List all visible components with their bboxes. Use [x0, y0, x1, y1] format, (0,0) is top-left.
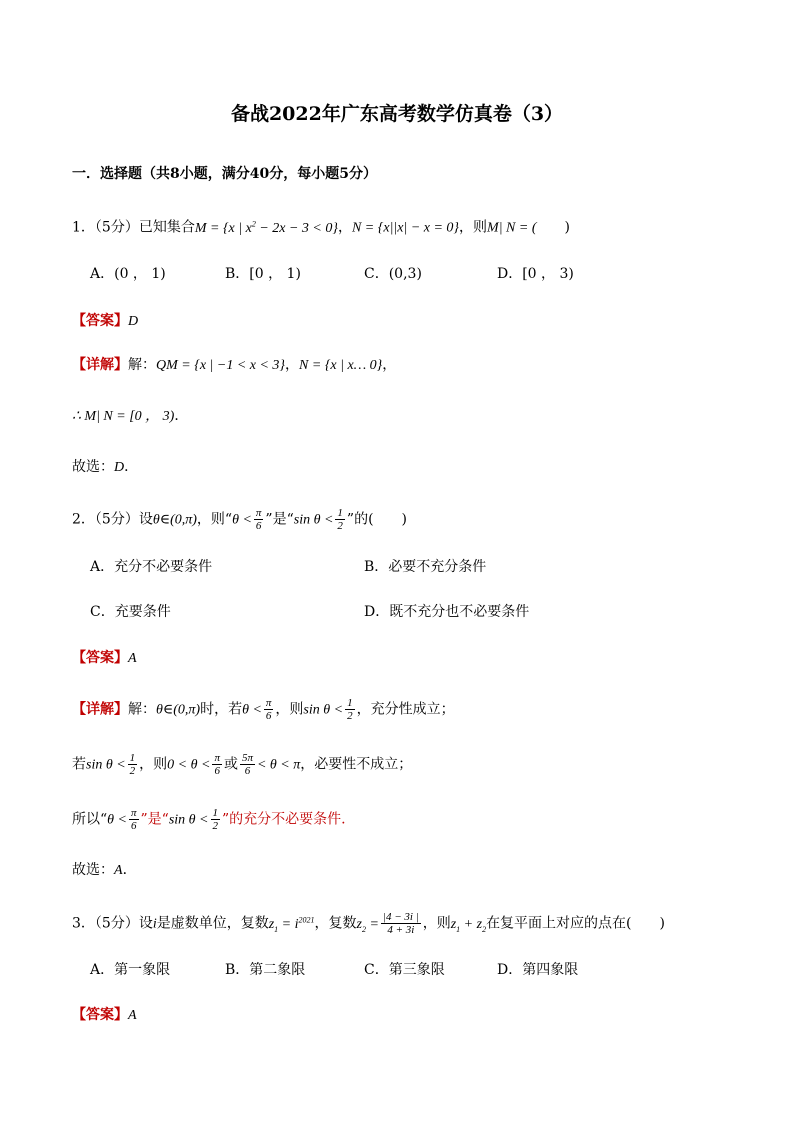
- q1-option-c[interactable]: C．(0,3): [364, 266, 422, 282]
- q2-detail-line-1: 【详解】解：θ∈(0,π)时，若θ < $\frac{\pi}{6}$ ，则sin θ < $\frac{1}{2}$ ，充分性成立；: [72, 697, 455, 722]
- question-3-stem: 3．（5分）设i是虚数单位，复数$z_1 = i^{2021}$，复数$z_2$ = $\frac{|4 - 3i |}{4 + 3i}$ ，则$z_1 + z_2$在复平面上对应的点在( ): [72, 911, 665, 937]
- q2-option-b[interactable]: B．必要不充分条件: [364, 559, 487, 575]
- q1-choose: 故选：D．: [72, 459, 139, 475]
- q1-expression: M| N = (: [487, 220, 537, 236]
- fraction-one-half: $\frac{1}{2}$: [337, 507, 343, 532]
- q2-detail-line-2: 若sin θ < $\frac{1}{2}$ ，则0 < θ < $\frac{\pi}{6}$ 或 $\frac{5\pi}{6}$ < θ < π，必要性不成立；: [72, 752, 413, 777]
- section-heading: 一．选择题（共8小题，满分40分，每小题5分）: [72, 166, 377, 182]
- q1-detail-line-1: 【详解】解：QM = {x | −1 < x < 3}，N = {x | x… 0}，: [72, 357, 397, 373]
- q2-detail-line-3: 所以“θ < $\frac{\pi}{6}$ ”是“sin θ < $\frac{1}{2}$ ”的充分不必要条件.: [72, 807, 346, 832]
- q1-detail-line-2: ∴ M| N = [0 ， 3)．: [72, 408, 189, 424]
- q1-option-d[interactable]: D．[0 ， 3): [497, 266, 574, 282]
- question-1-stem: 1．（5分）已知集合M = {x | $x^2 - 2x - 3 < 0$}，N = {x||x| − x = 0}，则M| N = ( ): [72, 219, 570, 236]
- q1-set-n: N = {x||x| − x = 0}: [351, 220, 460, 236]
- page-title: 备战2022年广东高考数学仿真卷（3）: [230, 103, 564, 125]
- q3-option-a[interactable]: A．第一象限: [90, 962, 171, 978]
- answer-tag: 【答案】: [72, 1007, 128, 1023]
- answer-tag: 【答案】: [72, 313, 128, 329]
- q3-option-d[interactable]: D．第四象限: [497, 962, 579, 978]
- q2-option-c[interactable]: C．充要条件: [90, 604, 171, 620]
- q1-answer-value: D: [128, 314, 139, 329]
- q1-set-m: M = {x | $x^2 - 2x - 3 < 0$}: [194, 219, 338, 236]
- q2-choose: 故选：A．: [72, 862, 137, 878]
- q1-answer: [72, 311, 138, 332]
- fraction-pi-over-6: $\frac{\pi}{6}$: [255, 507, 262, 532]
- q1-option-a[interactable]: A．(0 ， 1): [90, 266, 166, 282]
- answer-tag: 【答案】: [72, 650, 128, 666]
- q3-option-b[interactable]: B．第二象限: [225, 962, 306, 978]
- q1-text: 1．（5分）已知集合: [72, 219, 195, 236]
- detail-tag: 【详解】: [72, 701, 128, 718]
- q3-option-c[interactable]: C．第三象限: [364, 962, 445, 978]
- q2-answer: 【答案】A: [72, 650, 137, 666]
- fraction-complex: $\frac{|4 - 3i |}{4 + 3i}$: [382, 911, 419, 937]
- q3-answer: 【答案】A: [72, 1007, 137, 1023]
- q2-option-d[interactable]: D．既不充分也不必要条件: [364, 604, 530, 620]
- q2-option-a[interactable]: A．充分不必要条件: [90, 559, 213, 575]
- question-2-stem: 2．（5分）设θ∈(0,π)，则“θ < $\frac{\pi}{6}$ ”是“sin θ < $\frac{1}{2}$ ”的( ): [72, 507, 408, 532]
- detail-tag: 【详解】: [72, 357, 128, 373]
- q1-option-b[interactable]: B．[0 ， 1): [225, 266, 301, 282]
